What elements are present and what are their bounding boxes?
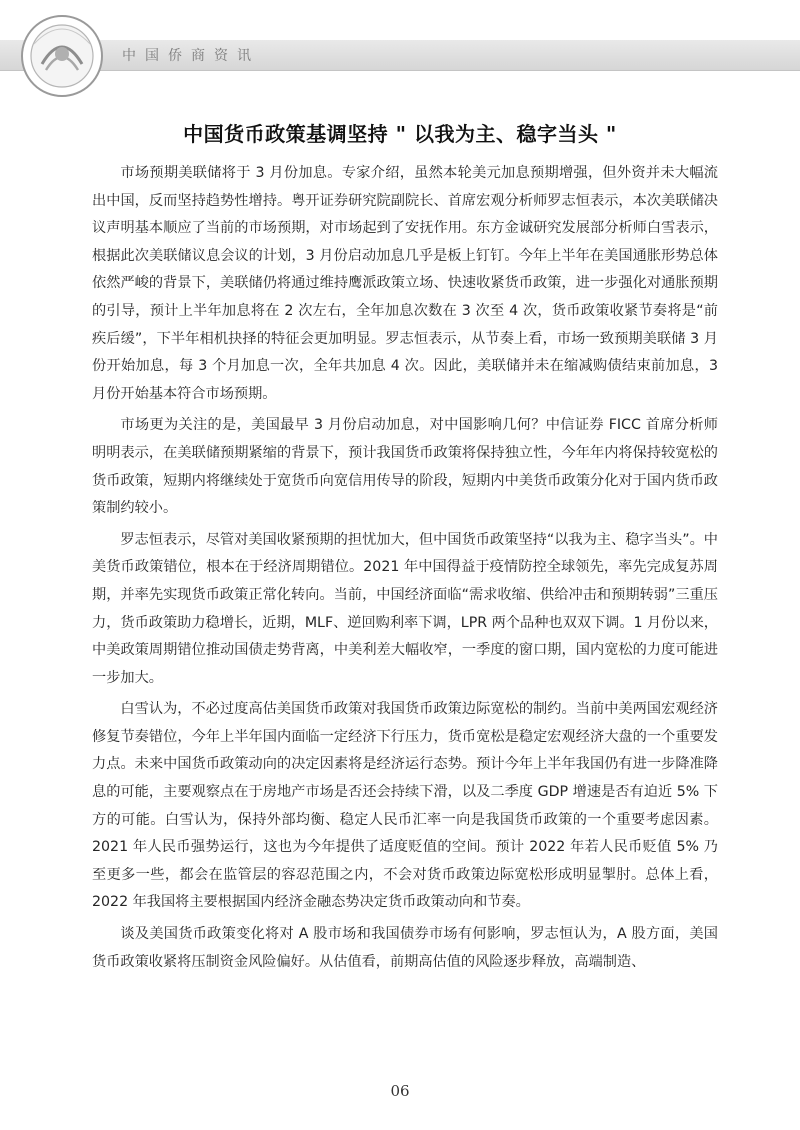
- paragraph: 罗志恒表示，尽管对美国收紧预期的担忧加大，但中国货币政策坚持“以我为主、稳字当头”。中美货币政策错位，根本在于经济周期错位。2021 年中国得益于疫情防控全球领先，率先完成复苏周期，并率先实现货币政策正常化转向。当前，中国经济面临“需求收缩、供给冲击和预期转弱”三重压力，货币政策助力稳增长，近期，MLF、逆回购利率下调，LPR 两个品种也双双下调。1 月份以来，中美政策周期错位推动国债走势背离，中美利差大幅收窄，一季度的窗口期，国内宽松的力度可能进一步加大。: [92, 531, 718, 686]
- header-band: [0, 40, 800, 71]
- article-title: 中国货币政策基调坚持 " 以我为主、稳字当头 ": [183, 122, 617, 146]
- page-number: 06: [390, 1082, 410, 1100]
- section-label: 中国侨商资讯: [122, 48, 260, 64]
- logo-icon: [20, 14, 104, 98]
- paragraph: 谈及美国货币政策变化将对 A 股市场和我国债券市场有何影响，罗志恒认为，A 股方面，美国货币政策收紧将压制资金风险偏好。从估值看，前期高估值的风险逐步释放，高端制造、: [92, 926, 718, 970]
- article-body: [92, 160, 718, 980]
- paragraph: 市场更为关注的是，美国最早 3 月份启动加息，对中国影响几何？中信证券 FICC 首席分析师明明表示，在美联储预期紧缩的背景下，预计我国货币政策将保持独立性，今年年内将保持较宽松的货币政策，短期内将继续处于宽货币向宽信用传导的阶段，短期内中美货币政策分化对于国内货币政策制约较小。: [92, 417, 718, 517]
- paragraph: 市场预期美联储将于 3 月份加息。专家介绍，虽然本轮美元加息预期增强，但外资并未大幅流出中国，反而坚持趋势性增持。粤开证券研究院副院长、首席宏观分析师罗志恒表示，本次美联储决议声明基本顺应了当前的市场预期，对市场起到了安抚作用。东方金诚研究发展部分析师白雪表示，根据此次美联储议息会议的计划，3 月份启动加息几乎是板上钉钉。今年上半年在美国通胀形势总体依然严峻的背景下，美联储仍将通过维持鹰派政策立场、快速收紧货币政策，进一步强化对通胀预期的引导，预计上半年加息将在 2 次左右，全年加息次数在 3 次至 4 次，货币政策收紧节奏将是“前疾后缓”，下半年相机抉择的特征会更加明显。罗志恒表示，从节奏上看，市场一致预期美联储 3 月份开始加息，每 3 个月加息一次，全年共加息 4 次。因此，美联储并未在缩减购债结束前加息，3 月份开始基本符合市场预期。: [92, 165, 718, 402]
- paragraph: 白雪认为，不必过度高估美国货币政策对我国货币政策边际宽松的制约。当前中美两国宏观经济修复节奏错位，今年上半年国内面临一定经济下行压力，货币宽松是稳定宏观经济大盘的一个重要发力点。未来中国货币政策动向的决定因素将是经济运行态势。预计今年上半年我国仍有进一步降准降息的可能，主要观察点在于房地产市场是否还会持续下滑，以及二季度 GDP 增速是否有迫近 5% 下方的可能。白雪认为，保持外部均衡、稳定人民币汇率一向是我国货币政策的一个重要考虑因素。2021 年人民币强势运行，这也为今年提供了适度贬值的空间。预计 2022 年若人民币贬值 5% 乃至更多一些，都会在监管层的容忍范围之内，不会对货币政策边际宽松形成明显掣肘。总体上看，2022 年我国将主要根据国内经济金融态势决定货币政策动向和节奏。: [92, 701, 718, 911]
